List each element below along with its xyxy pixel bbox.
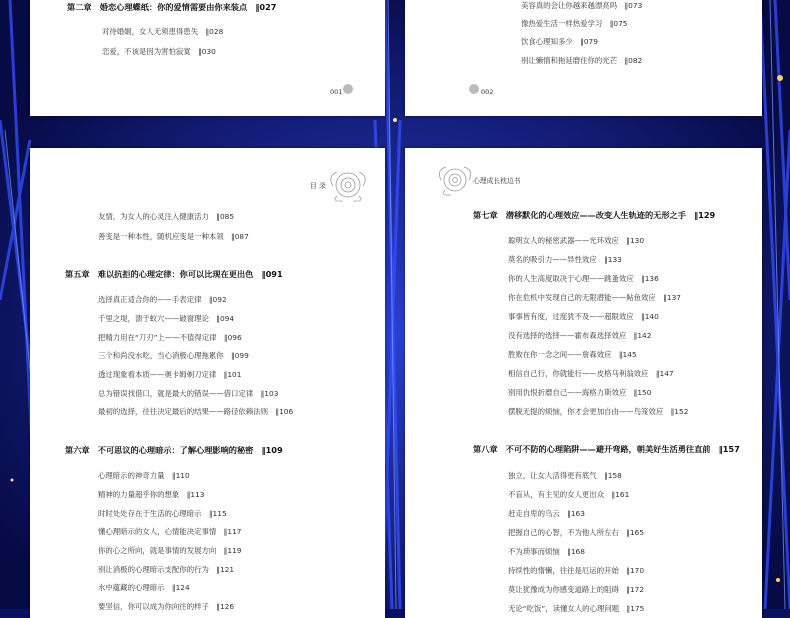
flower-ornament-icon <box>468 83 480 95</box>
toc-entry: 持续性的惰懒，往往是厄运的开始 ‖170 <box>508 566 645 575</box>
chapter-heading: 第六章 不可思议的心理暗示：了解心理影响的秘密 ‖109 <box>65 445 283 455</box>
peony-flower-icon <box>325 166 371 204</box>
chapter-heading: 第五章 难以抗拒的心理定律：你可以比现在更出色 ‖091 <box>65 269 283 279</box>
chapter-heading: 第二章 婚恋心理蝶纸：你的爱情需要由你来装点 ‖027 <box>67 2 277 12</box>
toc-entry: 把精力用在“刀刃”上——不值得定律 ‖096 <box>98 333 242 342</box>
toc-entry: 水中蕴藏的心理暗示 ‖124 <box>98 583 190 592</box>
toc-entry: 最初的选择，往往决定最后的结果——路径依赖法则 ‖106 <box>98 407 294 416</box>
toc-entry: 不为琐事而烦恼 ‖168 <box>508 547 585 556</box>
page-top-left <box>30 0 385 116</box>
toc-entry: 莫让犹豫成为你感变道路上的阻碍 ‖172 <box>508 585 645 594</box>
page-header: 目 录 <box>310 182 326 190</box>
toc-entry: 千里之堤，溃于蚁穴——破窗理论 ‖094 <box>98 314 235 323</box>
toc-entry: 摆脱无提的烦恼，你才会更加自由——鸟笼效应 ‖152 <box>508 407 689 416</box>
toc-entry: 胜败在你一念之间——詹森效应 ‖145 <box>508 350 637 359</box>
toc-entry: 别让懒惰和拖延磨住你的光芒 ‖082 <box>521 56 643 65</box>
toc-entry: 你的人生高度取决于心理——跳蚤效应 ‖136 <box>508 274 659 283</box>
toc-entry: 懂心理暗示的女人，心情能决定事情 ‖117 <box>98 527 242 536</box>
toc-entry: 要坚信，你可以成为你向往的样子 ‖126 <box>98 602 235 611</box>
toc-entry: 聪明女人的秘密武器——光环效应 ‖130 <box>508 236 645 245</box>
toc-entry: 独立，让女人活得更有底气 ‖158 <box>508 471 622 480</box>
toc-entry: 不盲从，有主见的女人更出众 ‖161 <box>508 490 630 499</box>
toc-entry: 总为错误找借口，就是最大的错误——借口定律 ‖103 <box>98 389 279 398</box>
toc-entry: 别用仇恨折磨自己——海格力斯效应 ‖150 <box>508 388 652 397</box>
toc-entry: 无论“吃饭”，读懂女人的心理问题 ‖175 <box>508 604 645 613</box>
toc-entry: 饮食心理知多少 ‖079 <box>521 37 598 46</box>
toc-entry: 相信自己行，你就能行——皮格马利翁效应 ‖147 <box>508 369 674 378</box>
toc-entry: 赶走自卑的乌云 ‖163 <box>508 509 585 518</box>
toc-entry: 选择真正适合你的——手表定律 ‖092 <box>98 295 227 304</box>
chapter-heading: 第八章 不可不防的心理陷阱——避开弯路，朝美好生活勇往直前 ‖157 <box>473 444 740 454</box>
toc-entry: 美容真的会让你越来越漂亮吗 ‖073 <box>521 1 643 10</box>
toc-entry: 透过现象看本质——奥卡姆剃刀定律 ‖101 <box>98 370 242 379</box>
toc-entry: 友情，为女人的心灵注入健康活力 ‖085 <box>98 212 235 221</box>
toc-entry: 像热爱生活一样热爱学习 ‖075 <box>521 19 628 28</box>
page-header: 心理成长枕边书 <box>473 177 521 185</box>
toc-entry: 你的心之所向，就是事情的发展方向 ‖119 <box>98 546 242 555</box>
page-number: 002 <box>481 88 494 96</box>
flower-ornament-icon <box>342 83 354 95</box>
peony-flower-icon <box>435 162 475 198</box>
toc-entry: 把握自己的心智，不为他人所左右 ‖165 <box>508 528 645 537</box>
toc-entry: 恋爱，不该是因为害怕寂寞 ‖030 <box>102 47 216 56</box>
toc-entry: 莫名的吸引力——异性效应 ‖133 <box>508 255 622 264</box>
toc-entry: 别让消极的心理暗示支配你的行为 ‖121 <box>98 565 235 574</box>
page-number: 001 <box>330 88 343 96</box>
toc-entry: 事事皆有度，过度犹不及——超限效应 ‖140 <box>508 312 659 321</box>
toc-entry: 你在危机中发现自己的无限潜能——鲇鱼效应 ‖137 <box>508 293 682 302</box>
toc-entry: 善变是一种本性，随机应变是一种本领 ‖087 <box>98 232 249 241</box>
page-bottom-right <box>405 148 762 618</box>
chapter-heading: 第七章 潜移默化的心理效应——改变人生轨迹的无形之手 ‖129 <box>473 210 716 220</box>
toc-entry: 对待婚姻，女人无须患得患失 ‖028 <box>102 27 224 36</box>
toc-entry: 心理暗示的神奇力量 ‖110 <box>98 471 190 480</box>
toc-entry: 没有选择的选择——霍布森选择效应 ‖142 <box>508 331 652 340</box>
toc-entry: 精神的力量超乎你的想象 ‖113 <box>98 490 205 499</box>
toc-entry: 三个和尚没水吃，当心消极心理拖累你 ‖099 <box>98 351 249 360</box>
page-bottom-left <box>30 148 385 618</box>
page-top-right <box>405 0 762 116</box>
toc-entry: 时时处处存在于生活的心理暗示 ‖115 <box>98 509 227 518</box>
